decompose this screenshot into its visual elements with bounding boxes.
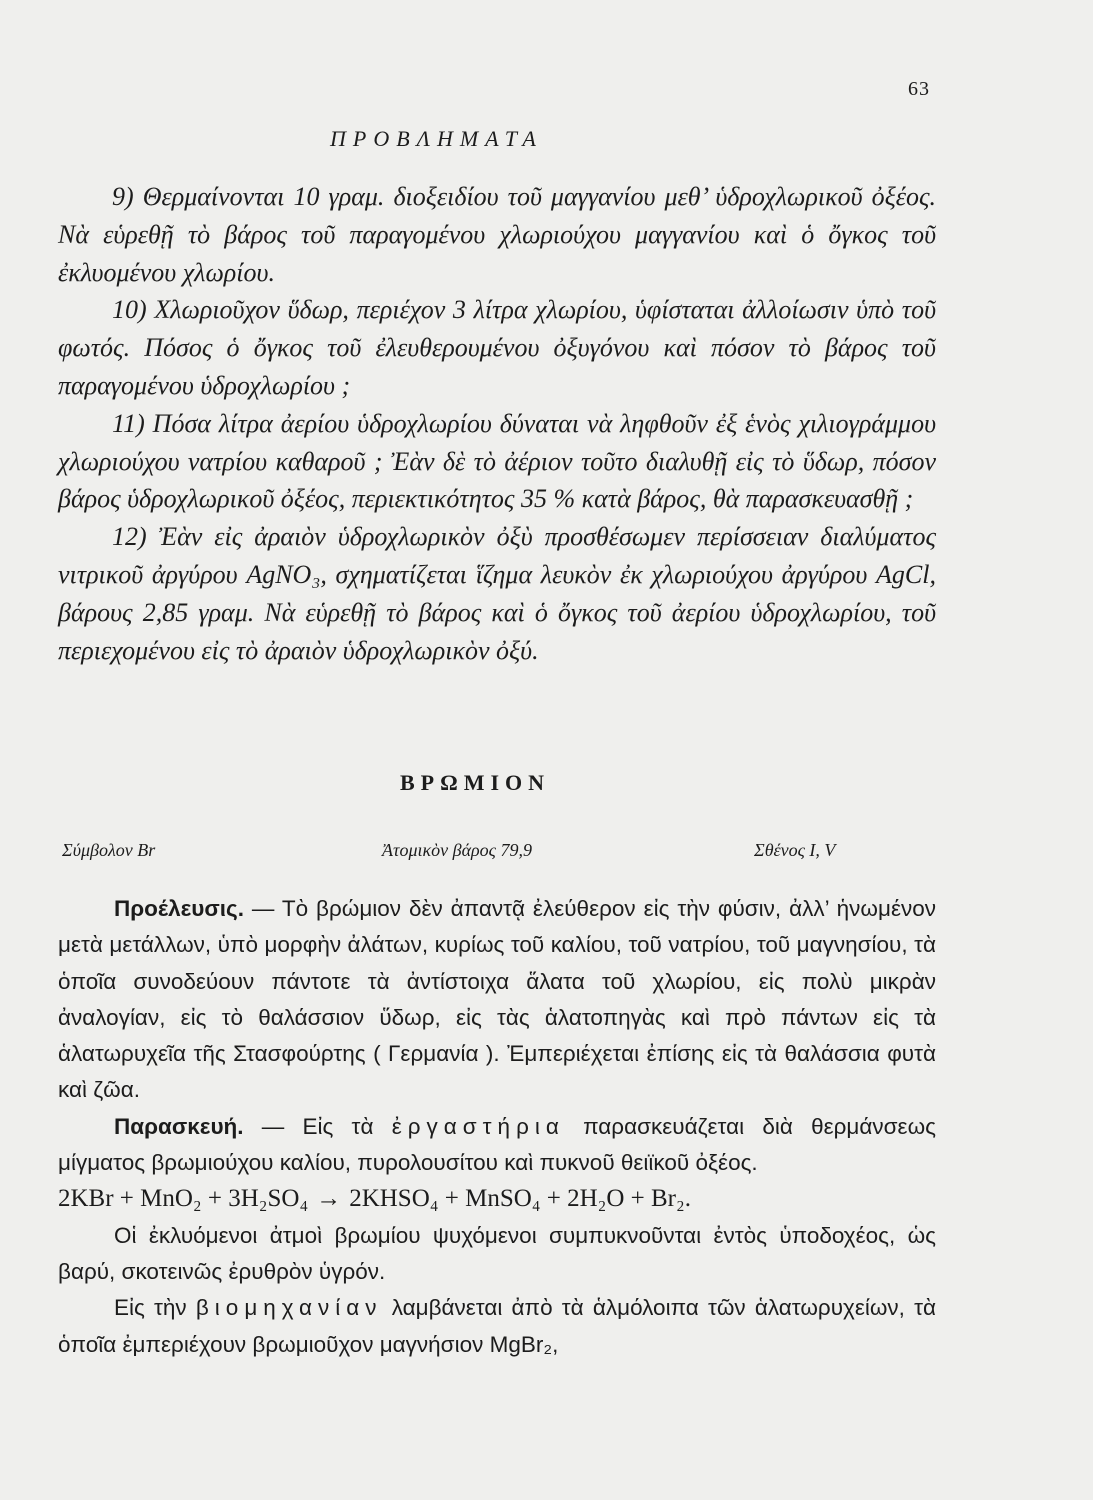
- problems-list: [58, 178, 936, 669]
- equation-rhs: 2KHSO₄ + MnSO₄ + 2H₂O + Br₂.: [349, 1185, 691, 1213]
- element-atomic-weight: Ἀτομικὸν βάρος 79,9: [382, 840, 532, 860]
- problem-item: [58, 178, 936, 291]
- origin-label: Προέλευσις.: [114, 896, 244, 921]
- condensation-paragraph: Οἱ ἐκλυόμενοι ἀτμοὶ βρωμίου ψυχόμενοι συμπυκνοῦνται ἐντὸς ὑποδοχέος, ὡς βαρύ, σκοτεινῶς ἐρυθρὸν ὑγρόν.: [58, 1222, 936, 1284]
- element-valence: Σθένος I, V: [754, 840, 836, 860]
- preparation-paragraph: [58, 1109, 936, 1182]
- preparation-label: Παρασκευή.: [114, 1113, 244, 1139]
- problem-text: Πόσα λίτρα ἀερίου ὑδροχλωρίου δύναται νὰ ληφθοῦν ἐξ ἑνὸς χιλιογράμμου χλωριούχου νατρίου καθαροῦ ; Ἐὰν δὲ τὸ ἀέριον τοῦτο διαλυθῇ εἰς τὸ ὕδωρ, πόσον βάρος ὑδροχλωρικοῦ ὀξέος, περιεκτικότητος 35 % κατὰ βάρος, θὰ παρασκευασθῇ ;: [58, 408, 937, 514]
- problem-text: Χλωριοῦχον ὕδωρ, περιέχον 3 λίτρα χλωρίου, ὑφίσταται ἀλλοίωσιν ὑπὸ τοῦ φωτός. Πόσος ὁ ὄγκος τοῦ ἐλευθερουμένου ὀξυγόνου καὶ πόσον τὸ βάρος τοῦ παραγομένου ὑδροχλωρίου ;: [58, 295, 937, 400]
- reaction-arrow-icon: →: [316, 1185, 342, 1213]
- origin-text: — Τὸ βρώμιον δὲν ἀπαντᾷ ἐλεύθερον εἰς τὴν φύσιν, ἀλλ’ ἡνωμένον μετὰ μετάλλων, ὑπὸ μορφὴν ἀλάτων, κυρίως τοῦ καλίου, τοῦ νατρίου, τοῦ μαγνησίου, τὰ ὁποῖα συνοδεύουν πάντοτε τὰ ἀντίστοιχα ἅλατα τοῦ χλωρίου, εἰς πολὺ μικρὰν ἀναλογίαν, εἰς τὸ θαλάσσιον ὕδωρ, εἰς τὰς ἁλατοπηγὰς καὶ πρὸ πάντων εἰς τὰ ἁλατωρυχεῖα τῆς Στασφούρτης ( Γερμανία ). Ἐμπεριέχεται ἐπίσης εἰς τὰ θαλάσσια φυτὰ καὶ ζῶα.: [58, 896, 936, 1103]
- problem-text: Ἐὰν εἰς ἀραιὸν ὑδροχλωρικὸν ὀξὺ προσθέσωμεν περίσσειαν διαλύματος νιτρικοῦ ἀργύρου AgNO₃, σχηματίζεται ἵζημα λευκὸν ἐκ χλωριούχου ἀργύρου AgCl, βάρους 2,85 γραμ. Νὰ εὑρεθῇ τὸ βάρος καὶ ὁ ὄγκος τοῦ ἀερίου ὑδροχλωρίου, τοῦ περιεχομένου εἰς τὸ ἀραιὸν ὑδροχλωρικὸν ὀξύ.: [58, 522, 936, 665]
- problem-number: 10): [112, 295, 147, 325]
- problem-number: 12): [112, 522, 147, 552]
- problem-item: [58, 291, 936, 404]
- industry-text-a: Εἰς τὴν: [114, 1295, 196, 1321]
- problem-text: Θερμαίνονται 10 γραμ. διοξειδίου τοῦ μαγγανίου μεθ’ ὑδροχλωρικοῦ ὀξέος. Νὰ εὑρεθῇ τὸ βάρος τοῦ παραγομένου χλωριούχου μαγγανίου καὶ ὁ ὄγκος τοῦ ἐκλυομένου χλωρίου.: [58, 182, 936, 287]
- element-heading: ΒΡΩΜΙΟΝ: [400, 770, 551, 795]
- industry-spaced-word: βιομηχανίαν: [195, 1295, 383, 1321]
- problem-item: [58, 518, 936, 669]
- preparation-text-b: παρασκευάζεται διὰ θερμάνσεως μίγματος βρωμιούχου καλίου, πυρολουσίτου καὶ πυκνοῦ θειϊκοῦ ὀξέος.: [58, 1113, 936, 1176]
- industry-text-b: λαμβάνεται ἀπὸ τὰ ἁλμόλοιπα τῶν ἁλατωρυχείων, τὰ ὁποῖα ἐμπεριέχουν βρωμιοῦχον μαγνήσιον MgBr₂,: [58, 1295, 936, 1357]
- preparation-spaced-word: ἐργαστήρια: [391, 1113, 565, 1139]
- problems-heading: ΠΡΟΒΛΗΜΑΤΑ: [330, 126, 543, 151]
- page-number: 63: [908, 78, 930, 100]
- preparation-text-a: — Εἰς τὰ: [243, 1113, 392, 1139]
- element-symbol: Σύμβολον Br: [62, 840, 156, 860]
- industry-paragraph: [58, 1290, 936, 1363]
- origin-paragraph: [58, 891, 936, 1109]
- problem-number: 9): [112, 182, 134, 211]
- problem-item: [58, 405, 936, 518]
- element-body: [58, 891, 936, 1363]
- problem-number: 11): [112, 408, 145, 438]
- equation-lhs: 2KBr + MnO₂ + 3H₂SO₄: [58, 1185, 309, 1213]
- chemical-equation: [58, 1181, 936, 1217]
